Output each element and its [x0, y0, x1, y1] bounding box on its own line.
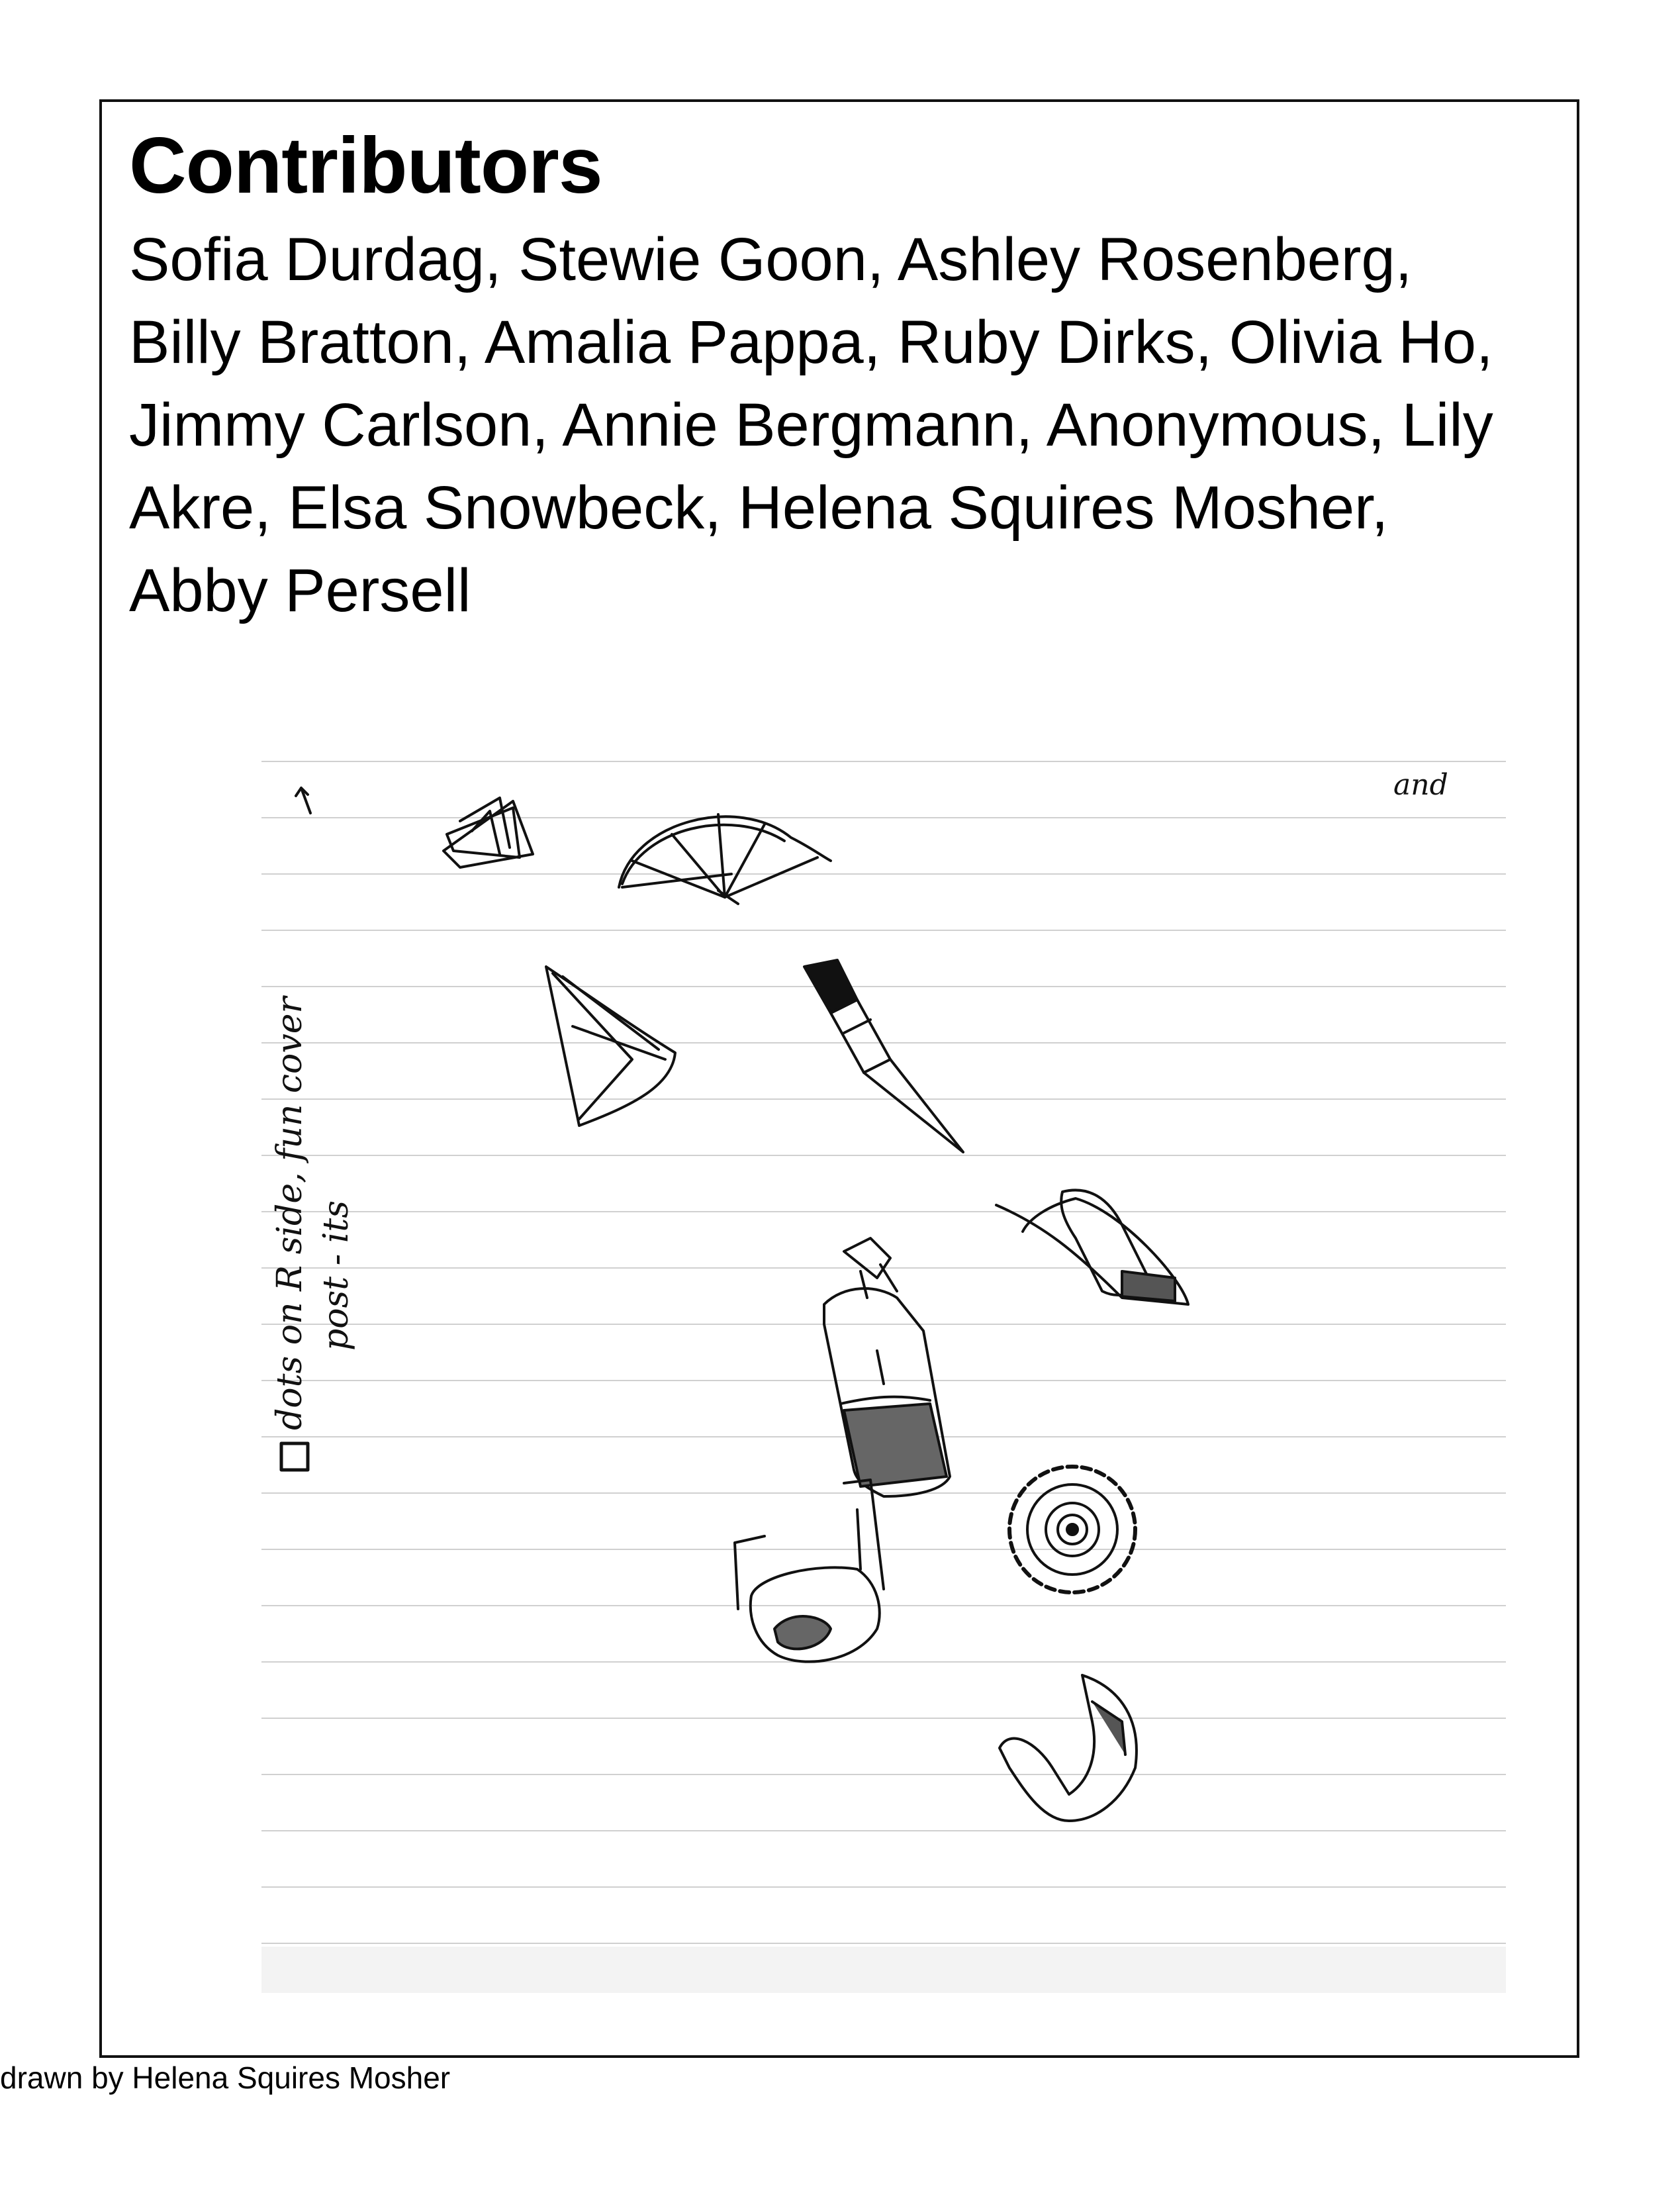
paintbrush-icon — [804, 960, 963, 1152]
folded-paper-fan-icon — [443, 798, 533, 867]
sunflower-icon — [1009, 1467, 1135, 1592]
notebook-lines — [261, 761, 1506, 1943]
cone-icon — [546, 967, 675, 1126]
arrow-icon — [296, 788, 310, 813]
handwritten-note-and: and — [1393, 768, 1448, 802]
handwritten-margin-note-2: post - its — [316, 1200, 356, 1351]
contributors-heading: Contributors — [129, 121, 602, 210]
checkmark-ribbon-icon — [1000, 1675, 1137, 1821]
bottle-icon — [824, 1238, 950, 1496]
drawing-credit: drawn by Helena Squires Mosher — [0, 2061, 451, 2095]
cup-on-side-icon — [996, 1190, 1188, 1304]
contributor-names: Sofia Durdag, Stewie Goon, Ashley Rosenberg, Billy Bratton, Amalia Pappa, Ruby Dirks, Olivia Ho, Jimmy Carlson, Annie Bergmann, Anonymous, Lily Akre, Elsa Snowbeck, Helena Squires Mosher, Abby Persell — [129, 226, 1493, 624]
notebook-sketch — [261, 748, 1506, 2000]
handwritten-margin-note-1: dots on R side, fun cover — [270, 996, 310, 1430]
glass-icon — [735, 1480, 884, 1662]
checkbox-icon — [281, 1443, 308, 1470]
umbrella-icon — [619, 814, 831, 904]
